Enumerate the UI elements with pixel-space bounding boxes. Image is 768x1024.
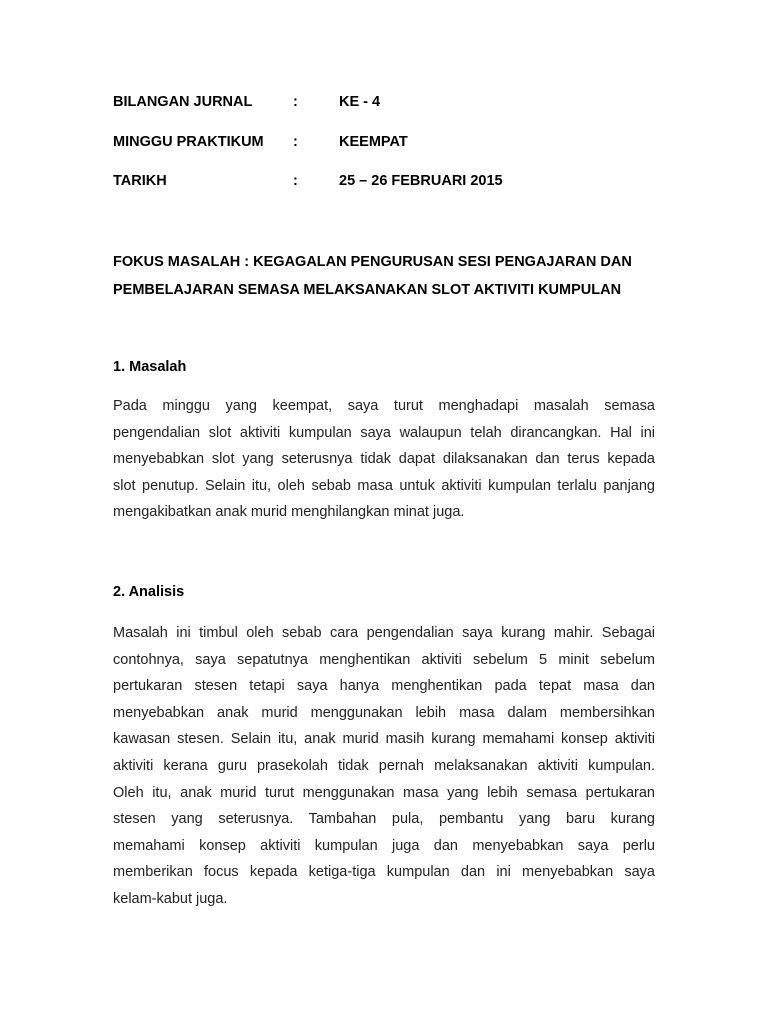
header-label: BILANGAN JURNAL: [113, 94, 253, 110]
header-value: KEEMPAT: [339, 134, 408, 150]
fokus-masalah-title: [113, 248, 658, 304]
header-label: MINGGU PRAKTIKUM: [113, 134, 264, 150]
paragraph-line: Oleh itu, anak murid turut menggunakan masa yang lebih semasa pertukaran: [113, 784, 655, 801]
header-value: KE - 4: [339, 94, 381, 110]
paragraph-line: menyebabkan slot yang seterusnya tidak dapat dilaksanakan dan terus kepada: [113, 451, 655, 468]
paragraph-line: memberikan focus kepada ketiga-tiga kumpulan dan ini menyebabkan saya: [113, 864, 655, 881]
paragraph-line: slot penutup. Selain itu, oleh sebab masa untuk aktiviti kumpulan terlalu panjang: [113, 477, 655, 494]
paragraph-line: Masalah ini timbul oleh sebab cara pengendalian saya kurang mahir. Sebagai: [113, 625, 655, 641]
paragraph-line: mengakibatkan anak murid menghilangkan minat juga.: [113, 504, 465, 521]
paragraph-line: pertukaran stesen tetapi saya hanya menghentikan pada tepat masa dan: [113, 678, 655, 695]
section-heading-masalah: 1. Masalah: [113, 359, 187, 375]
header-label: TARIKH: [113, 173, 167, 189]
header-colon: :: [293, 173, 298, 189]
paragraph-line: contohnya, saya sepatutnya menghentikan aktiviti sebelum 5 minit sebelum: [113, 651, 655, 668]
paragraph-line: stesen yang seterusnya. Tambahan pula, pembantu yang baru kurang: [113, 811, 655, 828]
paragraph-line: aktiviti kerana guru prasekolah tidak pernah melaksanakan aktiviti kumpulan.: [113, 757, 655, 774]
fokus-line: PEMBELAJARAN SEMASA MELAKSANAKAN SLOT AKTIVITI KUMPULAN: [113, 282, 622, 298]
paragraph-line: menyebabkan anak murid menggunakan lebih masa dalam membersihkan: [113, 704, 655, 721]
paragraph-analisis: [113, 620, 655, 913]
section-heading-analisis: 2. Analisis: [113, 584, 185, 600]
paragraph-masalah: [113, 393, 655, 526]
fokus-line: FOKUS MASALAH : KEGAGALAN PENGURUSAN SESI PENGAJARAN DAN: [113, 254, 632, 270]
paragraph-line: kawasan stesen. Selain itu, anak murid masih kurang memahami konsep aktiviti: [113, 731, 655, 748]
paragraph-line: pengendalian slot aktiviti kumpulan saya walaupun telah dirancangkan. Hal ini: [113, 424, 655, 441]
paragraph-line: memahami konsep aktiviti kumpulan juga dan menyebabkan saya perlu: [113, 837, 655, 854]
paragraph-line: kelam-kabut juga.: [113, 890, 228, 907]
header-colon: :: [293, 134, 298, 150]
paragraph-line: Pada minggu yang keempat, saya turut menghadapi masalah semasa: [113, 398, 655, 414]
header-value: 25 – 26 FEBRUARI 2015: [339, 173, 503, 189]
header-colon: :: [293, 94, 298, 110]
